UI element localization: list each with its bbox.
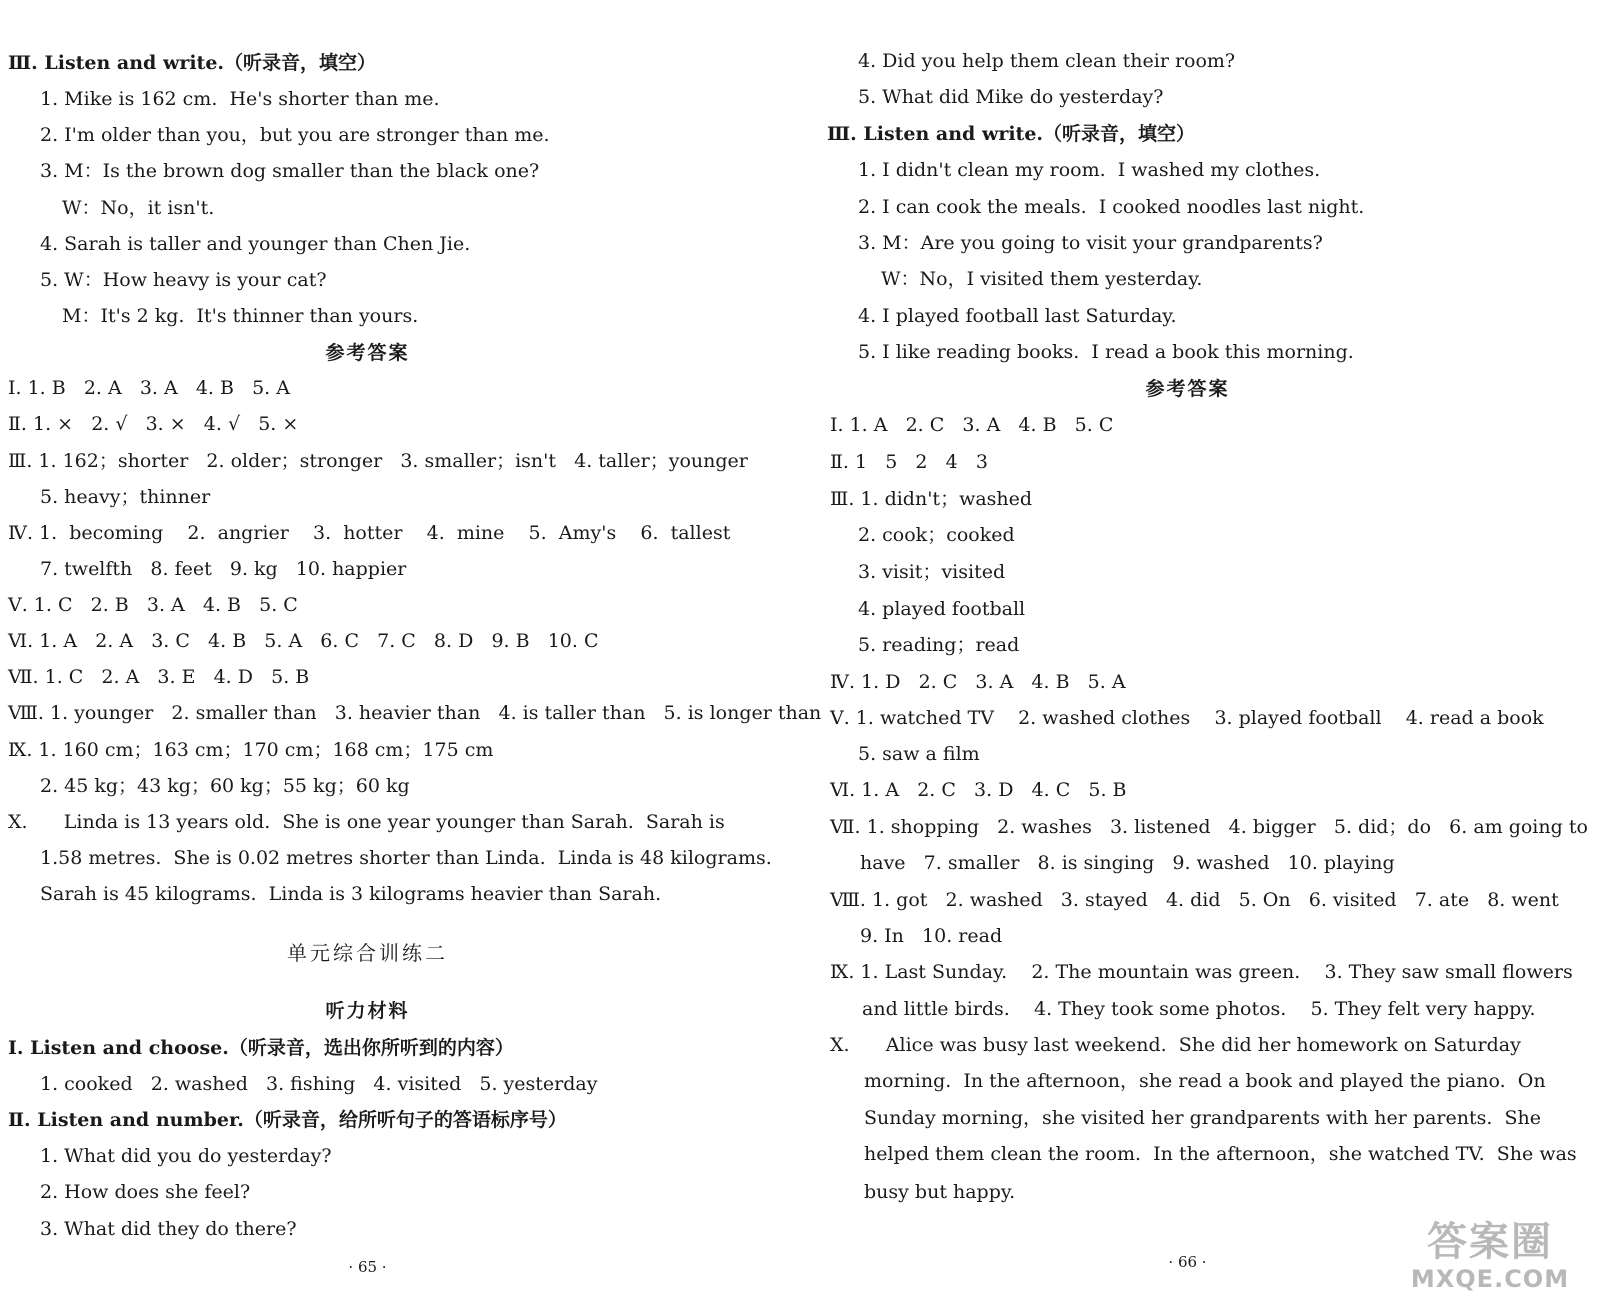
answer-line: 2. 45 kg；43 kg；60 kg；55 kg；60 kg xyxy=(40,775,410,797)
text-line: 2. I'm older than you，but you are stronger than me. xyxy=(40,124,550,146)
page-number: · 65 · xyxy=(348,1258,387,1276)
answer-line: Ⅴ. 1. C 2. B 3. A 4. B 5. C xyxy=(8,594,298,616)
answer-line: helped them clean the room. In the afternoon，she watched TV. She was xyxy=(864,1143,1577,1165)
answer-line: 2. cook；cooked xyxy=(858,524,1015,546)
text-line: 5. What did Mike do yesterday? xyxy=(858,86,1164,108)
answer-line: 3. visit；visited xyxy=(858,561,1006,583)
answer-line: Ⅵ. 1. A 2. A 3. C 4. B 5. A 6. C 7. C 8. D 9. B 10. C xyxy=(8,630,599,652)
answer-line: 5. reading；read xyxy=(858,634,1020,656)
answer-key-heading: 参考答案 xyxy=(325,342,410,364)
answer-line: Ⅲ. 1. didn't；washed xyxy=(830,488,1033,510)
answer-line: 5. heavy；thinner xyxy=(40,486,211,508)
text-line: 1. What did you do yesterday? xyxy=(40,1145,332,1167)
answer-line: 5. saw a film xyxy=(858,743,980,765)
answer-line: Ⅹ. Linda is 13 years old. She is one year younger than Sarah. Sarah is xyxy=(8,811,725,833)
answer-line: Ⅴ. 1. watched TV 2. washed clothes 3. played football 4. read a book xyxy=(830,707,1544,729)
text-line: 1. Mike is 162 cm. He's shorter than me. xyxy=(40,88,440,110)
answer-line: Ⅷ. 1. got 2. washed 3. stayed 4. did 5. On 6. visited 7. ate 8. went xyxy=(830,889,1559,911)
text-line: 2. How does she feel? xyxy=(40,1181,251,1203)
answer-line: 4. played football xyxy=(858,598,1026,620)
answer-line: Ⅶ. 1. shopping 2. washes 3. listened 4. bigger 5. did；do 6. am going to xyxy=(830,816,1588,838)
answer-line: Ⅷ. 1. younger 2. smaller than 3. heavier than 4. is taller than 5. is longer than xyxy=(8,702,822,724)
text-line: 3. M：Are you going to visit your grandparents? xyxy=(858,232,1323,254)
watermark-logo xyxy=(1410,1218,1570,1308)
answer-line: Sunday morning，she visited her grandparents with her parents. She xyxy=(864,1107,1541,1129)
answer-line: 1.58 metres. She is 0.02 metres shorter than Linda. Linda is 48 kilograms. xyxy=(40,847,772,869)
answer-line: Sarah is 45 kilograms. Linda is 3 kilograms heavier than Sarah. xyxy=(40,883,662,905)
watermark-url: MXQE.COM xyxy=(1410,1265,1570,1293)
text-line: M：It's 2 kg. It's thinner than yours. xyxy=(62,305,419,327)
text-line: 4. Did you help them clean their room? xyxy=(858,50,1236,72)
text-line: 4. I played football last Saturday. xyxy=(858,305,1177,327)
text-line: 1. cooked 2. washed 3. fishing 4. visited 5. yesterday xyxy=(40,1073,598,1095)
section-heading: Ⅰ. Listen and choose.（听录音，选出你所听到的内容） xyxy=(8,1037,514,1059)
answer-line: Ⅱ. 1 5 2 4 3 xyxy=(830,451,988,473)
answer-line: Ⅳ. 1. D 2. C 3. A 4. B 5. A xyxy=(830,671,1126,693)
section-heading: Ⅲ. Listen and write.（听录音，填空） xyxy=(8,52,377,74)
answer-line: 9. In 10. read xyxy=(860,925,1003,947)
answer-line: Ⅰ. 1. A 2. C 3. A 4. B 5. C xyxy=(830,414,1114,436)
unit-title: 单元综合训练二 xyxy=(287,941,448,965)
watermark-text: 答案圈 xyxy=(1427,1219,1553,1265)
text-line: 3. M：Is the brown dog smaller than the black one? xyxy=(40,160,540,182)
page-number: · 66 · xyxy=(1168,1253,1207,1271)
answer-line: busy but happy. xyxy=(864,1181,1016,1203)
answer-line: Ⅸ. 1. Last Sunday. 2. The mountain was green. 3. They saw small flowers xyxy=(830,961,1573,983)
text-line: 1. I didn't clean my room. I washed my clothes. xyxy=(858,159,1321,181)
answer-line: morning. In the afternoon，she read a book and played the piano. On xyxy=(864,1070,1546,1092)
answer-line: Ⅰ. 1. B 2. A 3. A 4. B 5. A xyxy=(8,377,290,399)
section-heading: Ⅱ. Listen and number.（听录音，给所听句子的答语标序号） xyxy=(8,1109,567,1131)
text-line: 2. I can cook the meals. I cooked noodles last night. xyxy=(858,196,1365,218)
text-line: 3. What did they do there? xyxy=(40,1218,297,1240)
answer-line: Ⅹ. Alice was busy last weekend. She did her homework on Saturday xyxy=(830,1034,1521,1056)
answer-line: Ⅸ. 1. 160 cm；163 cm；170 cm；168 cm；175 cm xyxy=(8,739,494,761)
text-line: W：No，I visited them yesterday. xyxy=(881,268,1203,290)
listening-material-heading: 听力材料 xyxy=(325,1000,410,1022)
text-line: 5. I like reading books. I read a book this morning. xyxy=(858,341,1354,363)
answer-line: Ⅳ. 1. becoming 2. angrier 3. hotter 4. mine 5. Amy's 6. tallest xyxy=(8,522,731,544)
answer-line: and little birds. 4. They took some photos. 5. They felt very happy. xyxy=(862,998,1536,1020)
answer-line: Ⅲ. 1. 162；shorter 2. older；stronger 3. smaller；isn't 4. taller；younger xyxy=(8,450,748,472)
answer-key-heading: 参考答案 xyxy=(1145,378,1230,400)
answer-line: 7. twelfth 8. feet 9. kg 10. happier xyxy=(40,558,407,580)
answer-line: Ⅱ. 1. × 2. √ 3. × 4. √ 5. × xyxy=(8,413,299,435)
text-line: W：No，it isn't. xyxy=(62,197,215,219)
answer-line: have 7. smaller 8. is singing 9. washed 10. playing xyxy=(860,852,1395,874)
answer-line: Ⅶ. 1. C 2. A 3. E 4. D 5. B xyxy=(8,666,310,688)
section-heading: Ⅲ. Listen and write.（听录音，填空） xyxy=(827,123,1196,145)
text-line: 5. W：How heavy is your cat? xyxy=(40,269,327,291)
text-line: 4. Sarah is taller and younger than Chen Jie. xyxy=(40,233,471,255)
answer-line: Ⅵ. 1. A 2. C 3. D 4. C 5. B xyxy=(830,779,1127,801)
